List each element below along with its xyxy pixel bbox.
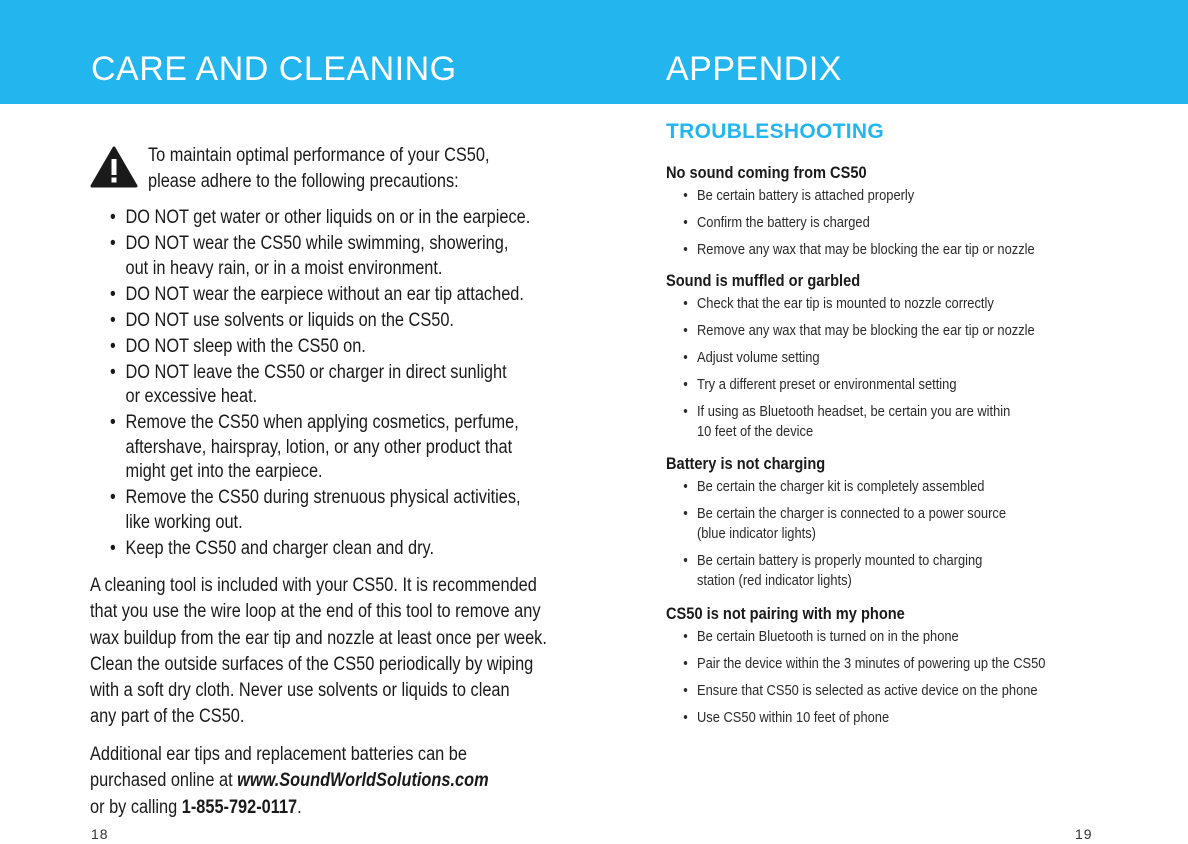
phone-number: 1-855-792-0117	[181, 796, 298, 818]
precaution-item: • DO NOT sleep with the CS50 on.	[110, 335, 540, 360]
list-item: • Be certain Bluetooth is turned on in the phone	[666, 627, 1113, 647]
right-page-title: APPENDIX	[666, 50, 842, 88]
cleaning-paragraph: A cleaning tool is included with your CS50. It is recommended that you use the wire loop at the end of this tool to remove any wax buildup from the ear tip and nozzle at least once per week. Clean the outside surfaces of the CS50 periodically by wiping with a soft dry cloth. Never use solvents or liquids to clean any part of the CS50.	[90, 575, 547, 728]
issue-heading: Sound is muffled or garbled	[666, 271, 861, 290]
precaution-item: • DO NOT use solvents or liquids on the CS50.	[110, 309, 540, 334]
precaution-item: • DO NOT wear the earpiece without an ear tip attached.	[110, 283, 540, 308]
left-page-title: CARE AND CLEANING	[91, 50, 457, 88]
issue-list	[666, 294, 1186, 442]
precaution-item: • DO NOT leave the CS50 or charger in direct sunlight or excessive heat.	[110, 361, 540, 410]
precaution-item: • Remove the CS50 during strenuous physical activities, like working out.	[110, 486, 540, 535]
issue-block	[666, 454, 1186, 591]
list-item: • Be certain the charger is connected to a power source (blue indicator lights)	[666, 504, 1113, 544]
right-page	[594, 0, 1188, 844]
issue-heading: No sound coming from CS50	[666, 163, 867, 182]
list-item: • Check that the ear tip is mounted to nozzle correctly	[666, 294, 1113, 314]
website-link[interactable]: www.SoundWorldSolutions.com	[237, 770, 489, 792]
issue-list	[666, 477, 1186, 591]
list-item: • Be certain battery is attached properly	[666, 186, 1113, 206]
list-item: • Adjust volume setting	[666, 348, 1113, 368]
precaution-item: • Keep the CS50 and charger clean and dry.	[110, 537, 540, 562]
list-item: • Ensure that CS50 is selected as active device on the phone	[666, 681, 1113, 701]
issue-block	[666, 271, 1186, 442]
list-item: • If using as Bluetooth headset, be certain you are within 10 feet of the device	[666, 402, 1113, 442]
purchase-paragraph: Additional ear tips and replacement batteries can be purchased online at www.SoundWorldSolutions.com or by calling 1-855-792-0117.	[90, 744, 489, 818]
precautions-list	[110, 206, 540, 563]
list-item: • Try a different preset or environmental setting	[666, 375, 1113, 395]
precaution-item: • DO NOT get water or other liquids on or in the earpiece.	[110, 206, 540, 231]
list-item: • Use CS50 within 10 feet of phone	[666, 708, 1113, 728]
intro-text: To maintain optimal performance of your CS50, please adhere to the following precautions:	[148, 145, 490, 192]
list-item: • Remove any wax that may be blocking the ear tip or nozzle	[666, 321, 1113, 341]
issue-list	[666, 186, 1186, 260]
issue-list	[666, 627, 1186, 728]
warning-triangle-icon	[90, 146, 138, 188]
issue-heading: Battery is not charging	[666, 454, 826, 473]
list-item: • Remove any wax that may be blocking the ear tip or nozzle	[666, 240, 1113, 260]
list-item: • Be certain battery is properly mounted to charging station (red indicator lights)	[666, 551, 1113, 591]
troubleshooting-heading: TROUBLESHOOTING	[666, 120, 884, 143]
list-item: • Be certain the charger kit is completely assembled	[666, 477, 1113, 497]
issue-block	[666, 604, 1186, 728]
precaution-item: • DO NOT wear the CS50 while swimming, showering, out in heavy rain, or in a moist environment.	[110, 232, 540, 281]
precaution-item: • Remove the CS50 when applying cosmetics, perfume, aftershave, hairspray, lotion, or any other product that might get into the earpiece.	[110, 411, 540, 485]
issue-heading: CS50 is not pairing with my phone	[666, 604, 905, 623]
list-item: • Confirm the battery is charged	[666, 213, 1113, 233]
issue-block	[666, 163, 1186, 260]
page-number-left: 18	[91, 826, 109, 842]
list-item: • Pair the device within the 3 minutes of powering up the CS50	[666, 654, 1113, 674]
page-number-right: 19	[1075, 826, 1093, 842]
